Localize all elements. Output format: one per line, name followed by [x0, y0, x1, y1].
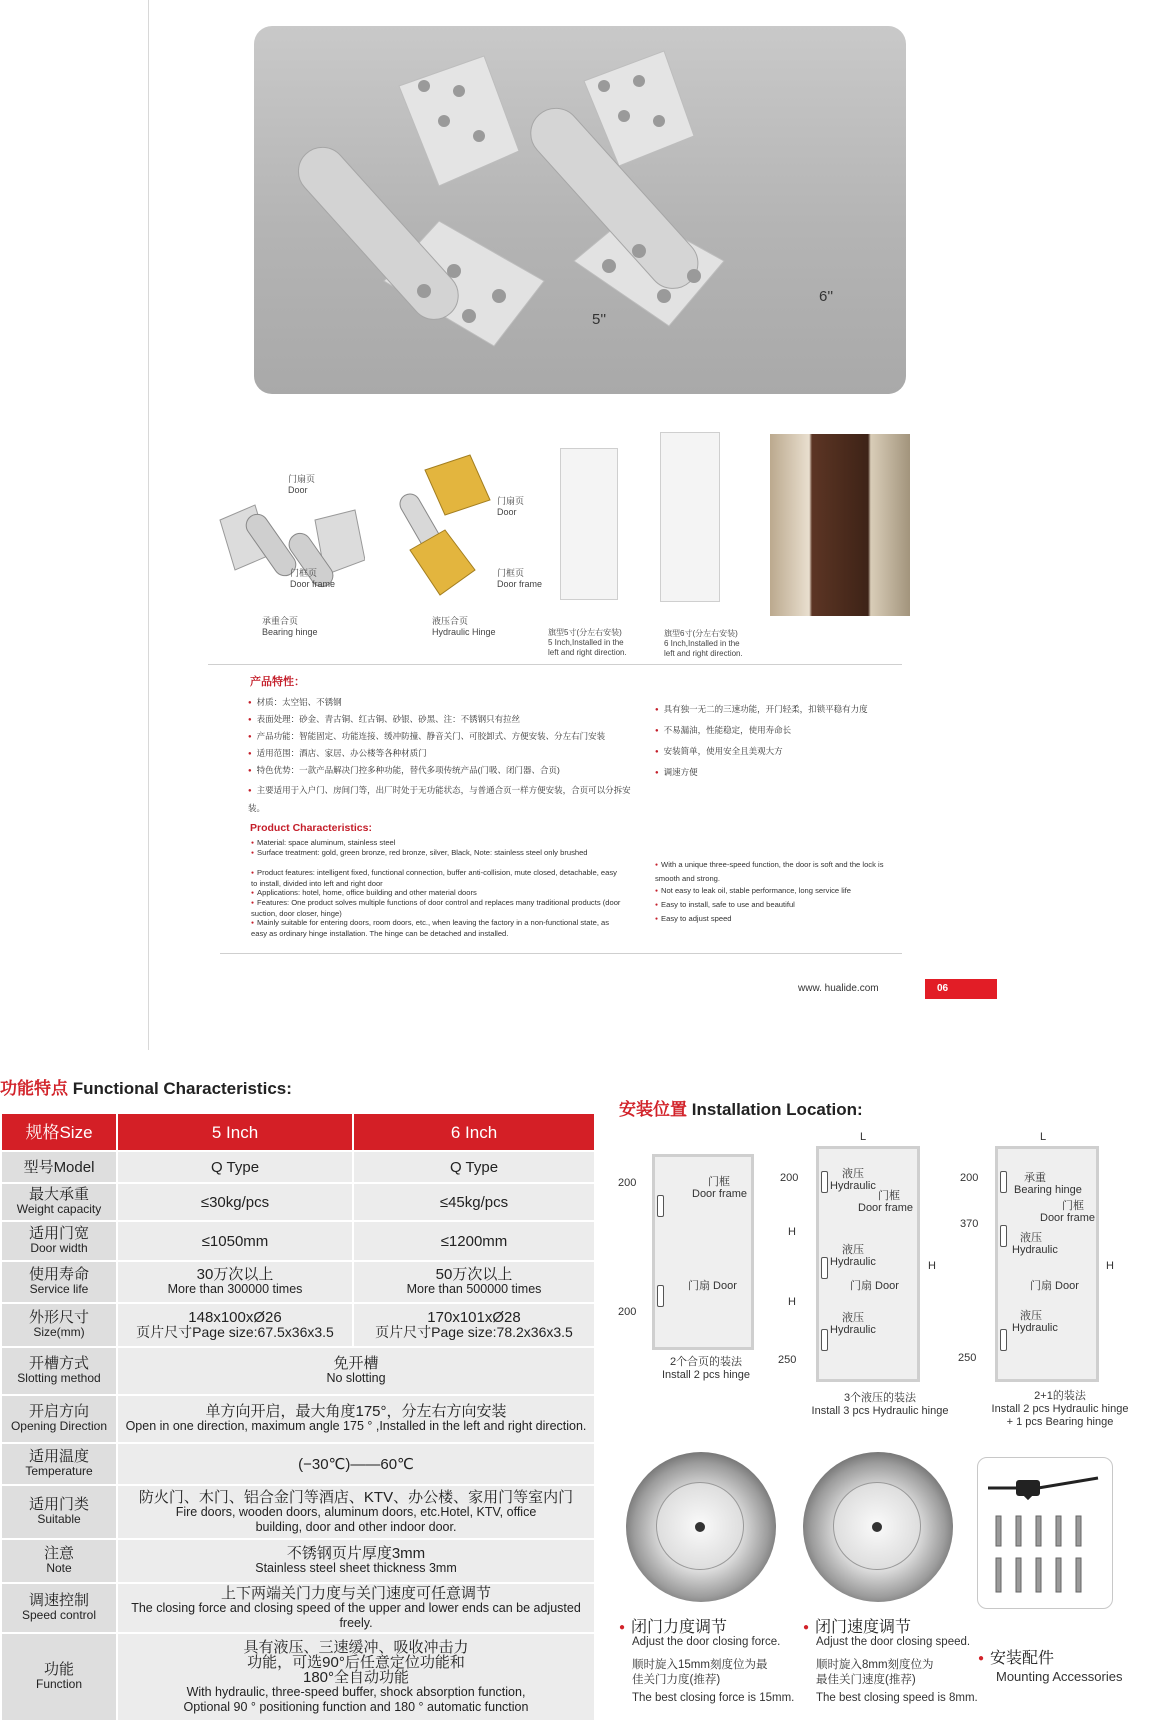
cell: 170x101xØ28 — [427, 1309, 521, 1326]
hyd-label-en: Hydraulic — [1012, 1322, 1058, 1334]
bear-label-cn: 承重 — [1024, 1172, 1046, 1184]
frame-label-cn: 门框 — [1062, 1200, 1084, 1212]
row-label: 外形尺寸 — [28, 1309, 89, 1326]
hinge-illustration — [254, 26, 906, 394]
door-leaf-label-1: 门扇页 Door — [288, 474, 316, 495]
cell-en: The closing force and closing speed of the upper and lower ends can be adjusted freely. — [131, 1600, 581, 1630]
en-bullet: ● Easy to install, safe to use and beautiful — [655, 900, 905, 911]
en-bullet: ● Easy to adjust speed — [655, 914, 905, 925]
en-bullet: ● Mainly suitable for entering doors, room doors, etc., when leaving the factory in a non-functional state, as easy as ordinary hinge installation. The hinge can be detached and installed. — [251, 918, 621, 938]
speed-adjust-cn2: 最佳关门速度(推荐) — [816, 1674, 916, 1686]
cell-en: No slotting — [326, 1371, 386, 1385]
door-diagram-3 — [995, 1146, 1099, 1382]
hyd-label-en: Hydraulic — [830, 1256, 876, 1268]
speed-adjust-knob-photo — [803, 1452, 953, 1602]
row-label: 适用温度 — [28, 1448, 89, 1465]
bear-label-en: Bearing hinge — [1014, 1184, 1082, 1196]
hinge-marker — [1000, 1329, 1007, 1351]
door-frame-label-2: 门框页 Door frame — [497, 568, 543, 589]
force-adjust-en2: The best closing force is 15mm. — [632, 1692, 795, 1704]
hyd-label-en: Hydraulic — [830, 1180, 876, 1192]
cn-bullet: ● 主要适用于入户门、房间门等，出厂时处于无功能状态，与普通合页一样方便安装，合页可以分拆安装。 — [248, 782, 638, 817]
cn-bullet: ● 产品功能：智能固定、功能连接、缓冲防撞、静音关门、可胶卸式、方便安装、分左右门安装 — [248, 731, 638, 743]
size-6-label: 6'' — [819, 288, 834, 305]
installation-title: 安装位置 Installation Location: — [619, 1100, 863, 1119]
hinge-product-photo — [254, 26, 906, 394]
page-fold-line — [148, 0, 149, 1050]
hyd-label-cn: 液压 — [842, 1244, 864, 1256]
cn-bullet: ● 不易漏油，性能稳定，使用寿命长 — [655, 725, 915, 737]
table-row — [1, 1485, 595, 1539]
table-row — [1, 1151, 595, 1183]
en-bullet: ● Not easy to leak oil, stable performance, long service life — [655, 886, 905, 897]
size-5-label: 5'' — [592, 311, 607, 328]
diagram-2-caption: 3个液压的装法 Install 3 pcs Hydraulic hinge — [811, 1392, 949, 1417]
cell-en: Fire doors, wooden doors, aluminum doors, etc.Hotel, KTV, office building, door and other indoor door. — [175, 1504, 537, 1534]
cell: ≤1050mm — [201, 1232, 269, 1250]
row-label-en: Speed control — [21, 1608, 97, 1622]
table-row — [1, 1183, 595, 1221]
row-label-en: Opening Direction — [10, 1419, 108, 1433]
cn-bullet: ● 特色优势：一款产品解决门控多种功能，替代多项传统产品(门吸、闭门器、合页) — [248, 765, 638, 777]
accessories-photo — [977, 1457, 1113, 1609]
speed-adjust-en: Adjust the door closing speed. — [816, 1636, 971, 1648]
cell: 具有液压、三速缓冲、吸收冲击力功能，可选90°后任意定位功能和180°全自动功能 — [243, 1638, 469, 1686]
diagram-1-caption: 2个合页的装法 Install 2 pcs hinge — [661, 1356, 751, 1381]
cn-bullet: ● 调速方便 — [655, 767, 915, 779]
cell: Q Type — [210, 1158, 260, 1176]
cell-en: With hydraulic, three-speed buffer, shock absorption function, Optional 90 ° positioning function and 180 ° automatic function — [183, 1684, 529, 1714]
dim-top: 200 — [780, 1172, 799, 1184]
hydraulic-hinge-label: 液压合页 Hydraulic Hinge — [432, 616, 496, 637]
row-label: 开槽方式 — [28, 1355, 89, 1372]
dim-h: H — [788, 1296, 796, 1308]
header-5-inch: 5 Inch — [117, 1113, 353, 1151]
dim-h: H — [788, 1226, 796, 1238]
cell: 上下两端关门力度与关门速度可任意调节 — [220, 1584, 491, 1602]
row-label: 适用门宽 — [28, 1225, 89, 1242]
cell: 50万次以上 — [435, 1266, 513, 1283]
bearing-hinge-label: 承重合页 Bearing hinge — [262, 616, 318, 637]
en-bullet: ● Features: One product solves multiple functions of door control and replaces many traditional products (door suction, door closer, hinge) — [251, 898, 621, 918]
cell: 不锈钢页片厚度3mm — [286, 1545, 426, 1562]
hinge-marker — [821, 1257, 828, 1279]
door-label: 门扇 Door — [850, 1280, 899, 1292]
speed-adjust-cn1: 顺时旋入8mm刻度位为 — [816, 1659, 934, 1671]
header-size: 规格Size — [1, 1113, 117, 1151]
hinge-marker — [1000, 1171, 1007, 1193]
door-leaf-label-2: 门扇页 Door — [497, 496, 525, 517]
knob-hole — [695, 1522, 705, 1532]
row-label-en: Size(mm) — [33, 1325, 85, 1339]
force-adjust-knob-photo — [626, 1452, 776, 1602]
hyd-label-cn: 液压 — [1020, 1310, 1042, 1322]
door-label: 门扇 Door — [1030, 1280, 1079, 1292]
row-label-en: Door width — [30, 1241, 88, 1255]
en-bullet: ● Product features: intelligent fixed, functional connection, buffer anti-collision, mute closed, detachable, easy to install, divided into left and right door — [251, 868, 621, 888]
dim-bottom: 250 — [778, 1354, 797, 1366]
table-row — [1, 1443, 595, 1485]
website-link[interactable]: www. hualide.com — [798, 983, 879, 994]
dim-mid: 370 — [960, 1218, 979, 1230]
row-label-en: Service life — [29, 1282, 89, 1296]
spec-table — [0, 1112, 596, 1722]
table-header — [1, 1113, 595, 1151]
width-L-label: L — [1040, 1131, 1047, 1143]
bottom-divider — [220, 953, 902, 954]
cell: 148x100xØ26 — [188, 1309, 282, 1326]
cn-bullet: ● 安装简单，使用安全且美观大方 — [655, 746, 915, 758]
hyd-label-cn: 液压 — [1020, 1232, 1042, 1244]
cell: (−30℃)——60℃ — [298, 1455, 414, 1473]
characteristics-title-cn: 产品特性： — [250, 676, 305, 688]
speed-adjust-title: ● 闭门速度调节 — [803, 1614, 911, 1637]
en-bullet: ● Material: space aluminum, stainless steel — [251, 838, 621, 849]
force-adjust-title: ● 闭门力度调节 — [619, 1614, 727, 1637]
row-label: 调速控制 — [28, 1592, 89, 1609]
row-label: 注意 — [43, 1545, 74, 1562]
table-row — [1, 1303, 595, 1347]
cell: 免开槽 — [333, 1355, 379, 1372]
cell-en: Stainless steel sheet thickness 3mm — [255, 1561, 457, 1575]
table-row — [1, 1347, 595, 1395]
row-label-en: Note — [46, 1561, 72, 1575]
dim-top: 200 — [960, 1172, 979, 1184]
door-label: 门扇 Door — [688, 1280, 737, 1292]
row-label: 功能 — [43, 1661, 74, 1678]
frame-label-cn: 门框 — [708, 1176, 730, 1188]
row-label: 适用门类 — [28, 1496, 89, 1513]
cn-bullet: ● 适用范围：酒店、家居、办公楼等各种材质门 — [248, 748, 638, 760]
cell-en: 页片尺寸Page size:78.2x36x3.5 — [375, 1324, 573, 1340]
top-divider — [208, 664, 902, 665]
accessories-title: ● 安装配件 — [978, 1645, 1054, 1668]
en-bullet: ● With a unique three-speed function, the door is soft and the lock is smooth and strong. — [655, 858, 905, 885]
cell: Q Type — [449, 1158, 499, 1176]
row-label-en: Slotting method — [17, 1371, 101, 1385]
characteristics-title-en: Product Characteristics: — [250, 822, 372, 834]
table-row — [1, 1221, 595, 1261]
cn-bullet: ● 具有独一无二的三速功能，开门轻柔，扣锁平稳有力度 — [655, 704, 915, 716]
en-bullet: ● Applications: hotel, home, office building and other material doors — [251, 888, 621, 899]
en-bullet: ● Surface treatment: gold, green bronze, red bronze, silver, Black, Note: stainless steel only brushed — [251, 848, 621, 859]
accessories-en: Mounting Accessories — [996, 1669, 1123, 1684]
table-row — [1, 1261, 595, 1303]
frame-label-en: Door frame — [858, 1202, 914, 1214]
cell: ≤1200mm — [440, 1232, 508, 1250]
force-adjust-cn1: 顺时旋入15mm刻度位为最 — [632, 1659, 768, 1671]
hinge-marker — [821, 1329, 828, 1351]
cn-bullet: ● 材质：太空铝、不锈钢 — [248, 697, 638, 709]
dim-bottom: 250 — [958, 1352, 977, 1364]
door-frame-label-1: 门框页 Door frame — [290, 568, 336, 589]
door-photo — [770, 434, 910, 616]
row-label: 最大承重 — [28, 1186, 89, 1203]
width-L-label: L — [860, 1131, 867, 1143]
cell-en: 页片尺寸Page size:67.5x36x3.5 — [136, 1324, 334, 1340]
diagram-3-caption: 2+1的装法 Install 2 pcs Hydraulic hinge + 1 pcs Bearing hinge — [991, 1390, 1129, 1428]
hyd-label-en: Hydraulic — [1012, 1244, 1058, 1256]
hinge-marker — [657, 1195, 664, 1217]
cn-bullet: ● 表面处理：砂金、青古铜、红古铜、砂银、砂黑、注：不锈钢只有拉丝 — [248, 714, 638, 726]
knob-hole — [872, 1522, 882, 1532]
row-label-en: Weight capacity — [16, 1202, 102, 1216]
hyd-label-cn: 液压 — [842, 1168, 864, 1180]
tech-drawing-5-inch — [560, 448, 618, 600]
row-label-en: Function — [35, 1677, 83, 1691]
force-adjust-cn2: 佳关门力度(推荐) — [632, 1674, 721, 1686]
height-H-label: H — [928, 1260, 936, 1272]
speed-adjust-en2: The best closing speed is 8mm. — [816, 1692, 978, 1704]
frame-label-cn: 门框 — [878, 1190, 900, 1202]
row-label: 使用寿命 — [28, 1266, 89, 1283]
cell: ≤30kg/pcs — [200, 1193, 270, 1211]
hinge-marker — [657, 1285, 664, 1307]
height-H-label: H — [1106, 1260, 1114, 1272]
dim-top: 200 — [618, 1177, 637, 1189]
force-adjust-en: Adjust the door closing force. — [632, 1636, 781, 1648]
table-row — [1, 1633, 595, 1721]
cell-en: More than 500000 times — [406, 1282, 542, 1296]
table-row — [1, 1583, 595, 1633]
frame-label-en: Door frame — [692, 1188, 748, 1200]
page-number-badge: 06 — [925, 979, 997, 999]
table-row — [1, 1395, 595, 1443]
frame-label-en: Door frame — [1040, 1212, 1096, 1224]
row-label-en: Suitable — [37, 1512, 81, 1526]
tech-drawing-6-inch — [660, 432, 720, 602]
header-6-inch: 6 Inch — [353, 1113, 595, 1151]
functional-title: 功能特点 Functional Characteristics: — [0, 1079, 292, 1098]
screws-illustration — [978, 1458, 1112, 1608]
row-label: 型号Model — [23, 1158, 95, 1176]
cell: 防火门、木门、铝合金门等酒店、KTV、办公楼、家用门等室内门 — [138, 1488, 574, 1506]
dim-bottom: 200 — [618, 1306, 637, 1318]
tech-6-caption: 旗型6寸(分左右安装) 6 Inch,Installed in the left and right direction. — [664, 629, 743, 658]
hinge-marker — [821, 1171, 828, 1193]
hyd-label-cn: 液压 — [842, 1312, 864, 1324]
hyd-label-en: Hydraulic — [830, 1324, 876, 1336]
cell-en: Open in one direction, maximum angle 175 ° ,Installed in the left and right direction. — [125, 1419, 587, 1433]
row-label-en: Temperature — [25, 1464, 93, 1478]
cell: 30万次以上 — [196, 1266, 274, 1283]
tech-5-caption: 旗型5寸(分左右安装) 5 Inch,Installed in the left and right direction. — [548, 628, 627, 657]
table-row — [1, 1539, 595, 1583]
hinge-marker — [1000, 1225, 1007, 1247]
door-diagram-1 — [652, 1154, 754, 1350]
cell-en: More than 300000 times — [167, 1282, 303, 1296]
row-label: 开启方向 — [28, 1403, 89, 1420]
cell: 单方向开启，最大角度175°，分左右方向安装 — [205, 1403, 507, 1420]
cell: ≤45kg/pcs — [439, 1193, 509, 1211]
